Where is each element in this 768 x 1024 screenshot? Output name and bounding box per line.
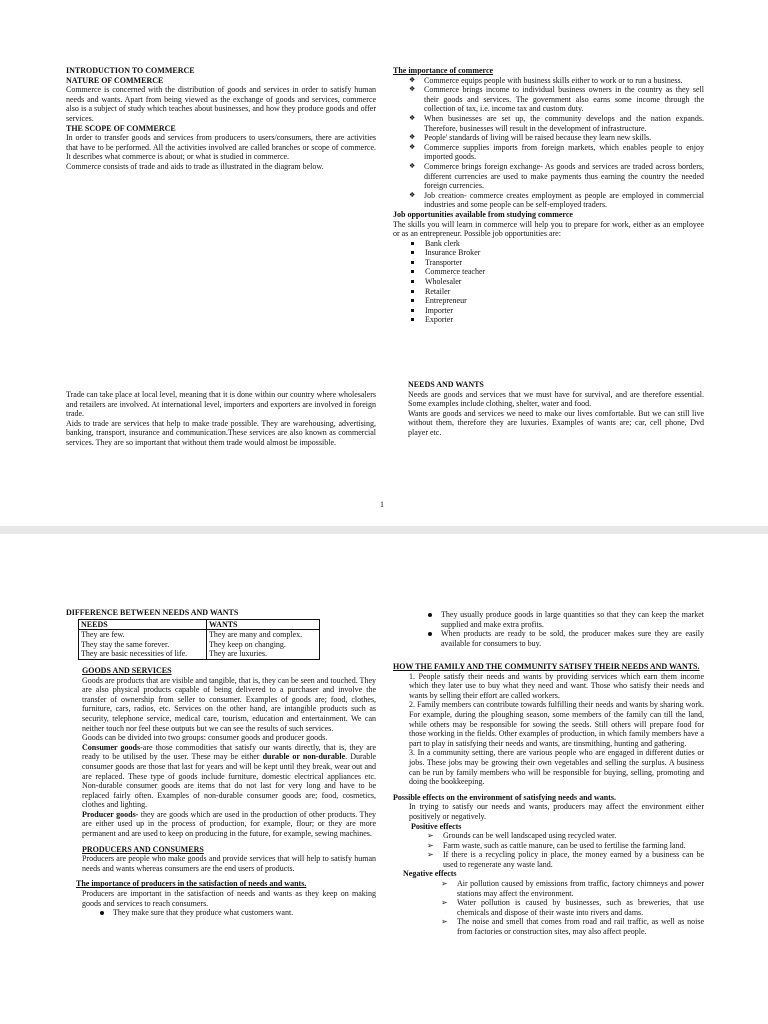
page-number: 1 bbox=[380, 500, 384, 509]
page1-left-lower bbox=[66, 390, 376, 448]
importance-producers-heading: The importance of producers in the satisfaction of needs and wants. bbox=[76, 879, 307, 889]
producers-bullets bbox=[66, 908, 376, 918]
page1-left-column bbox=[66, 66, 376, 172]
family-list bbox=[393, 672, 704, 787]
list-item: 2. Family members can contribute towards fulfilling their needs and wants by sharing work. For example, during the ploughing season, some members of the family can till the land, while others may be responsible for sowing the seeds. Still others will prepare food for those working in the fields. Other examples of production, in which family members have a part to play in satisfying their needs and wants, are tinsmithing, hunting and gathering. bbox=[409, 700, 704, 748]
table-header: WANTS bbox=[207, 619, 320, 630]
list-item: ❖ Commerce brings income to individual business owners in the country as they sell their goods and services. The government also earns some income through the collection of tax, i.e. income tax and custom duty. bbox=[393, 85, 704, 114]
goods-paragraph: Goods are products that are visible and tangible, that is, they can be seen and touched. They are also physical products capable of being delivered to a purchaser and involve the transfer of ownership from seller to consumer. Examples of goods are; food, clothes, furniture, cars, radios, etc. Services on the other hand, are intangible products such as security, telephone service, medical care, tourism, education and entertainment. We can neither touch nor feel these outputs but we can see the results of such services. bbox=[82, 675, 376, 733]
cell-text: They keep on changing. bbox=[209, 639, 286, 649]
list-item: When products are ready to be sold, the producer makes sure they are easily available for consumers to buy. bbox=[410, 629, 704, 648]
table-cell bbox=[79, 630, 207, 660]
list-item: They make sure that they produce what customers want. bbox=[82, 908, 376, 918]
trade-paragraph: Trade can take place at local level, meaning that it is done within our country where wholesalers and retailers are involved. At international level, importers and exporters are involved in foreign trade. bbox=[66, 390, 376, 419]
list-item: ❖ People' standards of living will be raised because they learn new skills. bbox=[393, 133, 704, 143]
list-item: ➢ The noise and smell that comes from road and rail traffic, as well as noise from factories or construction sites, may also affect people. bbox=[393, 917, 704, 936]
page2-left-column bbox=[66, 608, 376, 918]
table-cell bbox=[207, 630, 320, 660]
list-item: Insurance Broker bbox=[393, 248, 704, 258]
goods-section bbox=[66, 666, 376, 873]
aids-paragraph: Aids to trade are services that help to make trade possible. They are warehousing, advertising, banking, transport, insurance and communication.These services are also known as commercial services. They are so important that without them trade would almost be impossible. bbox=[66, 418, 376, 447]
page1-right-column bbox=[393, 66, 704, 325]
list-item: Commerce teacher bbox=[393, 267, 704, 277]
wants-paragraph: Wants are goods and services we need to make our lives comfortable. But we can still live without them, therefore they are luxuries. Examples of wants are; car, cell phone, Dvd player etc. bbox=[408, 408, 704, 437]
jobs-paragraph: The skills you will learn in commerce will help you to prepare for work, either as an employee or as an entrepreneur. Possible job opportunities are: bbox=[393, 219, 704, 239]
needs-heading: NEEDS AND WANTS bbox=[408, 380, 484, 389]
producers-paragraph: Producers are people who make goods and provide services that will help to satisfy human needs and wants whereas consumers are the end users of products. bbox=[82, 854, 376, 873]
consists-paragraph: Commerce consists of trade and aids to trade as illustrated in the diagram below. bbox=[66, 161, 324, 171]
negative-effects-list bbox=[393, 879, 704, 937]
page1-needs-section bbox=[408, 380, 704, 438]
list-item: Transporter bbox=[393, 258, 704, 268]
importance-list bbox=[393, 76, 704, 210]
list-item: ❖ Job creation- commerce creates employment as people are employed in commercial industries and some people can be self-employed traders. bbox=[393, 191, 704, 210]
list-item: Importer bbox=[393, 306, 704, 316]
paragraph-text: are those commodities that satisfy our wants directly, that is, they are ready to be utilised by the user. These may be either bbox=[82, 742, 377, 762]
term-label: durable or non-durable bbox=[262, 752, 346, 762]
list-item: ❖ Commerce supplies imports from foreign markets, which enables people to enjoy imported goods. bbox=[393, 143, 704, 162]
list-item: Wholesaler bbox=[393, 277, 704, 287]
term-label: Producer goods- bbox=[82, 809, 139, 819]
jobs-heading: Job opportunities available from studying commerce bbox=[393, 209, 573, 219]
effects-heading: Possible effects on the environment of satisfying needs and wants. bbox=[393, 792, 616, 802]
list-item: ➢ Grounds can be well landscaped using recycled water. bbox=[393, 831, 704, 841]
page2-right-column bbox=[393, 662, 704, 937]
consumer-goods-paragraph bbox=[82, 743, 376, 810]
list-item: Exporter bbox=[393, 315, 704, 325]
list-item: ➢ Farm waste, such as cattle manure, can be used to fertilise the farming land. bbox=[393, 841, 704, 851]
importance-heading: The importance of commerce bbox=[393, 66, 494, 75]
list-item: ➢ If there is a recycling policy in place, the money earned by a business can be used to regenerate any waste land. bbox=[393, 850, 704, 869]
list-item: 3. In a community setting, there are various people who are engaged in different duties or jobs. These jobs may be growing their own vegetables and selling the surplus. A business can be run by family members who will be responsible for buying, selling, promoting and doing the bookkeeping. bbox=[409, 748, 704, 787]
list-item: ➢ Water pollution is caused by businesses, such as breweries, that use chemicals and dispose of their waste into rivers and dams. bbox=[393, 898, 704, 917]
effects-paragraph: In trying to satisfy our needs and wants, producers may affect the environment either positively or negatively. bbox=[409, 802, 704, 821]
document-page-2 bbox=[0, 534, 768, 1024]
producers-bullets-continued bbox=[410, 610, 704, 648]
family-heading: HOW THE FAMILY AND THE COMMUNITY SATISFY THEIR NEEDS AND WANTS. bbox=[393, 662, 700, 671]
divided-paragraph: Goods can be divided into two groups: consumer goods and producer goods. bbox=[82, 733, 328, 743]
table-row bbox=[79, 630, 320, 660]
list-item: 1. People satisfy their needs and wants by providing services which earn them income which they later use to buy what they need and want. Those who satisfy their needs and wants by selling their effort are called workers. bbox=[409, 671, 704, 700]
importance-producers-paragraph: Producers are important in the satisfaction of needs and wants as they keep on making goods and services to reach consumers. bbox=[82, 889, 376, 908]
list-item: Bank clerk bbox=[393, 239, 704, 249]
page2-right-top bbox=[410, 610, 704, 648]
list-item: They usually produce goods in large quantities so that they can keep the market supplied and make extra profits. bbox=[410, 610, 704, 629]
needs-paragraph: Needs are goods and services that we must have for survival, and are therefore essential. Some examples include clothing, shelter, water and food. bbox=[408, 389, 704, 409]
paragraph-text: they are goods which are used in the production of other products. They are either used up in the process of production, for example, flour; or they are more permanent and are used to keep on producing in the future, for example, sewing machines. bbox=[82, 809, 376, 839]
nature-paragraph: Commerce is concerned with the distribution of goods and services in order to satisfy human needs and wants. Apart from being viewed as the exchange of goods and services, commerce also is a subject of study which teaches about businesses, and how they produce goods and offer services. bbox=[66, 85, 376, 123]
cell-text: They are many and complex. bbox=[209, 630, 303, 640]
list-item: ❖ Commerce brings foreign exchange- As goods and services are traded across borders, different currencies are used to make payments thus earning the country the needed foreign currencies. bbox=[393, 162, 704, 191]
scope-paragraph: In order to transfer goods and services from producers to users/consumers, there are activities that have to be performed. All the activities involved are called branches or scope of commerce. It describes what commerce is about; or what is studied in commerce. bbox=[66, 133, 376, 162]
cell-text: They are few. bbox=[81, 630, 125, 640]
nature-heading: NATURE OF COMMERCE bbox=[66, 75, 164, 85]
cell-text: They are basic necessities of life. bbox=[81, 649, 188, 659]
needs-wants-table bbox=[78, 619, 320, 660]
producers-heading: PRODUCERS AND CONSUMERS bbox=[82, 844, 204, 854]
cell-text: They stay the same forever. bbox=[81, 639, 170, 649]
positive-effects-list bbox=[393, 831, 704, 869]
producer-goods-paragraph bbox=[82, 810, 376, 839]
scope-heading: THE SCOPE OF COMMERCE bbox=[66, 123, 176, 133]
goods-heading: GOODS AND SERVICES bbox=[82, 665, 172, 675]
table-header: NEEDS bbox=[79, 619, 207, 630]
list-item: Retailer bbox=[393, 287, 704, 297]
list-item: ❖ Commerce equips people with business skills either to work or to run a business. bbox=[393, 76, 704, 86]
positive-effects-heading: Positive effects bbox=[411, 821, 462, 831]
list-item: ❖ When businesses are set up, the community develops and the nation expands. Therefore, businesses will result in the development of infrastructure. bbox=[393, 114, 704, 133]
paragraph-text: . Durable consumer goods are those that last for years and will be kept until they break, wear out and are replaced. These type of goods include furniture, domestic electrical appliances etc. Non-durable consumer goods are items that do not last for very long and have to be replaced fairly often. Examples of non-durable consumer goods are; food, cosmetics, clothes and lighting. bbox=[82, 752, 377, 810]
difference-heading: DIFFERENCE BETWEEN NEEDS AND WANTS bbox=[66, 608, 239, 617]
cell-text: They are luxuries. bbox=[209, 649, 268, 659]
term-label: Consumer goods- bbox=[82, 742, 143, 752]
negative-effects-heading: Negative effects bbox=[403, 869, 457, 879]
list-item: Entrepreneur bbox=[393, 296, 704, 306]
jobs-list bbox=[393, 239, 704, 325]
list-item: ➢ Air pollution caused by emissions from traffic, factory chimneys and power stations may affect the environment. bbox=[393, 879, 704, 898]
intro-heading: INTRODUCTION TO COMMERCE bbox=[66, 66, 195, 75]
